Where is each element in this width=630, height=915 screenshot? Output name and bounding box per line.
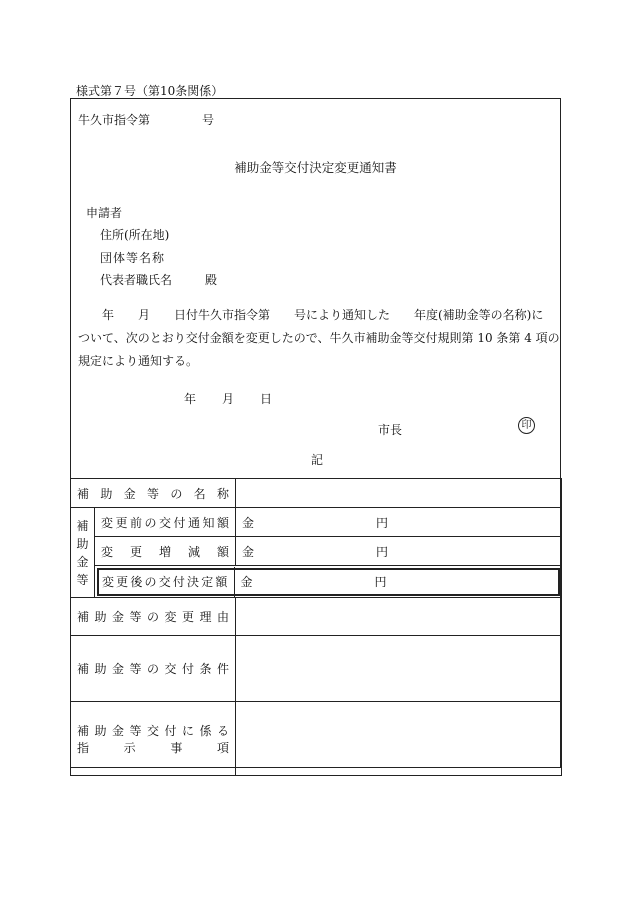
table-row <box>71 636 562 702</box>
instruction-value[interactable] <box>236 702 562 776</box>
change-reason-value[interactable] <box>236 598 562 636</box>
body-line-3: 規定により通知する。 <box>78 354 199 368</box>
applicant-heading: 申請者 <box>86 206 123 220</box>
notice-sheet <box>70 98 561 768</box>
applicant-representative <box>100 271 217 288</box>
document-title: 補助金等交付決定変更通知書 <box>234 160 397 175</box>
mayor-label: 市長 <box>378 423 403 437</box>
representative-label: 代表者職氏名 <box>100 273 173 287</box>
currency-kin: 金 <box>242 544 255 559</box>
diff-amount-value[interactable] <box>236 537 562 566</box>
form-number-label: 様式第７号（第10条関係） <box>76 84 224 98</box>
before-amount-value[interactable] <box>236 508 562 537</box>
after-amount-highlight-box <box>95 566 562 598</box>
currency-yen: 円 <box>374 575 387 589</box>
body-line-1: 年 月 日付牛久市指令第 号により通知した 年度(補助金等の名称)に <box>78 308 544 322</box>
applicant-group-label: 団体等名称 <box>100 251 166 265</box>
body-line-2: ついて、次のとおり交付金額を変更したので、牛久市補助金等交付規則第 10 条第 4 項の <box>78 331 560 345</box>
document-number <box>78 111 214 128</box>
change-reason-label-cell <box>71 598 236 636</box>
instruction-label-cell <box>71 702 236 776</box>
seal-mark-icon: 印 <box>518 417 535 434</box>
grant-condition-label-cell <box>71 636 236 702</box>
date-month: 月 <box>222 392 235 406</box>
document-number-suffix: 号 <box>202 113 215 127</box>
honorific-dono: 殿 <box>205 273 218 287</box>
after-amount-label: 変 更 後 の 交 付 決 定 額 <box>102 575 228 589</box>
subsidy-name-label: 補 助 金 等 の 名 称 <box>77 486 229 501</box>
currency-kin: 金 <box>242 515 255 530</box>
table-row <box>71 598 562 636</box>
notice-date <box>184 390 298 407</box>
currency-yen: 円 <box>376 515 389 530</box>
table-row <box>71 479 562 508</box>
date-day: 日 <box>260 392 273 406</box>
currency-yen: 円 <box>376 544 389 559</box>
after-amount-value[interactable] <box>234 567 561 597</box>
subsidy-name-value[interactable] <box>236 479 562 508</box>
change-reason-label: 補 助 金 等 の 変 更 理 由 <box>77 610 230 624</box>
document-number-prefix: 牛久市指令第 <box>78 113 151 127</box>
notice-body <box>78 304 558 373</box>
table-row <box>71 508 562 537</box>
subsidy-name-label-cell <box>71 479 236 508</box>
subsidy-group-label: 補 助 金 等 <box>71 508 95 598</box>
subsidy-table <box>70 478 562 776</box>
grant-condition-value[interactable] <box>236 636 562 702</box>
instruction-label-line-1: 補 助 金 等 交 付 に 係 る <box>77 723 230 738</box>
diff-amount-label-cell <box>95 537 236 566</box>
table-row <box>71 702 562 776</box>
currency-kin: 金 <box>240 575 253 589</box>
after-amount-label-cell <box>95 567 234 597</box>
applicant-address-label: 住所(所在地) <box>100 228 170 242</box>
table-row <box>71 537 562 566</box>
grant-condition-label: 補 助 金 等 の 交 付 条 件 <box>77 662 230 676</box>
before-amount-label: 変 更 前 の 交 付 通 知 額 <box>101 515 230 530</box>
ki-heading: 記 <box>311 453 324 467</box>
instruction-label-line-2: 指 示 事 項 <box>77 740 229 755</box>
before-amount-label-cell <box>95 508 236 537</box>
table-row <box>71 566 562 598</box>
diff-amount-label: 変 更 増 減 額 <box>101 544 230 559</box>
date-year: 年 <box>184 392 197 406</box>
